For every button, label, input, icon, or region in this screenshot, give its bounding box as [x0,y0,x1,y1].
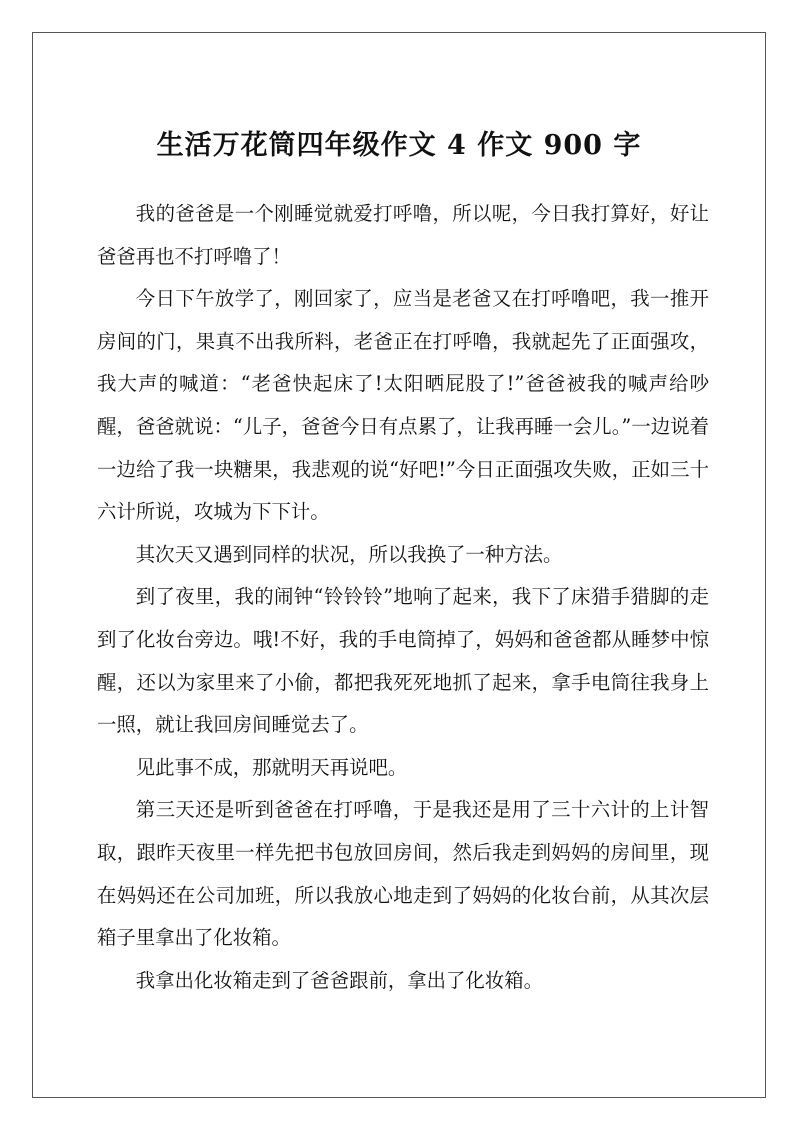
paragraph-2: 今日下午放学了，刚回家了，应当是老爸又在打呼噜吧，我一推开房间的门，果真不出我所料，老爸正在打呼噜，我就起先了正面强攻，我大声的喊道：“老爸快起床了!太阳晒屁股了!”爸爸被我的喊声给吵醒，爸爸就说：“儿子，爸爸今日有点累了，让我再睡一会儿。”一边说着一边给了我一块糖果，我悲观的说“好吧!”今日正面强攻失败，正如三十六计所说，攻城为下下计。 [97,287,709,524]
paragraph-3: 其次天又遇到同样的状况，所以我换了一种方法。 [135,542,563,566]
paragraph-1: 我的爸爸是一个刚睡觉就爱打呼噜，所以呢，今日我打算好，好让爸爸再也不打呼噜了！ [97,202,709,268]
paragraph-6: 第三天还是听到爸爸在打呼噜，于是我还是用了三十六计的上计智取，跟昨天夜里一样先把书包放回房间，然后我走到妈妈的房间里，现在妈妈还在公司加班，所以我放心地走到了妈妈的化妆台前，从其次层箱子里拿出了化妆箱。 [97,798,709,950]
document-body [97,193,709,1002]
paragraph-4: 到了夜里，我的闹钟“铃铃铃”地响了起来，我下了床猎手猎脚的走到了化妆台旁边。哦!不好，我的手电筒掉了，妈妈和爸爸都从睡梦中惊醒，还以为家里来了小偷，都把我死死地抓了起来，拿手电筒往我身上一照，就让我回房间睡觉去了。 [97,585,709,737]
paragraph-5: 见此事不成，那就明天再说吧。 [135,755,408,779]
document-title: 生活万花筒四年级作文 4 作文 900 字 [156,130,642,161]
paragraph-7: 我拿出化妆箱走到了爸爸跟前，拿出了化妆箱。 [135,968,543,992]
